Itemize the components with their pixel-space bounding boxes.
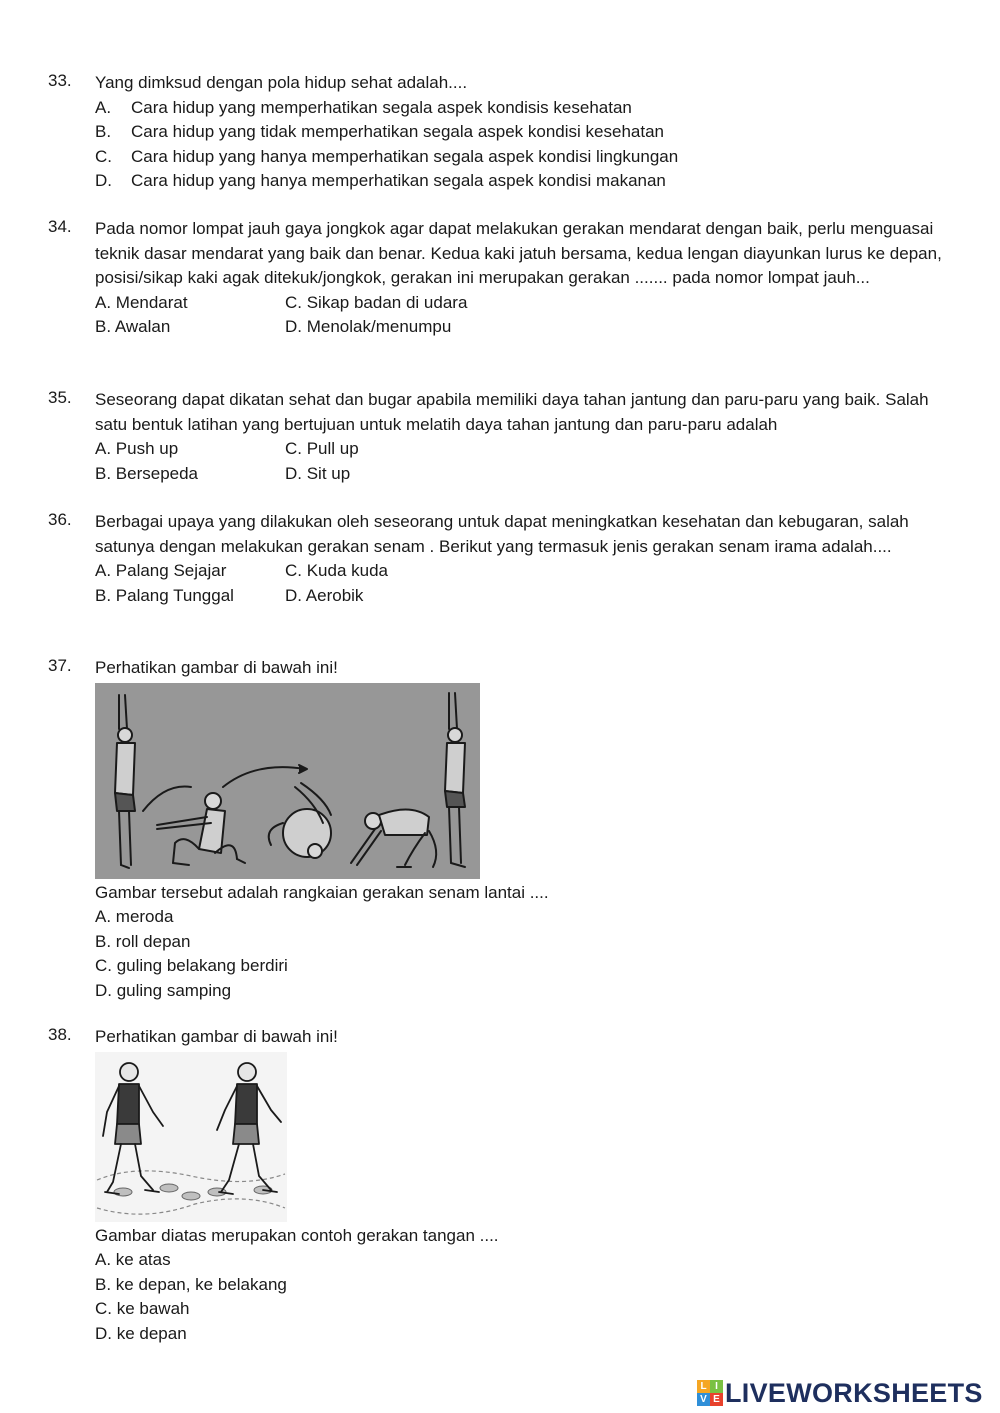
question-35 [48, 388, 956, 486]
option-c[interactable] [95, 145, 956, 170]
option-c[interactable]: C. Sikap badan di udara [285, 292, 468, 312]
option-c[interactable]: C. Kuda kuda [285, 561, 389, 580]
option-d[interactable]: D. Sit up [285, 463, 351, 483]
crouching-figure [351, 809, 436, 867]
walking-figure-right [217, 1063, 281, 1194]
option-b[interactable]: B. Awalan [95, 317, 171, 336]
option-letter: A. [95, 97, 112, 117]
option-a[interactable] [95, 96, 956, 121]
options [95, 437, 956, 486]
option-d[interactable]: D. ke depan [95, 1323, 187, 1343]
option-b[interactable]: B. Palang Tunggal [95, 585, 234, 605]
question-text: Perhatikan gambar di bawah ini! [95, 658, 338, 677]
gymnastics-illustration [95, 683, 480, 879]
option-text: Cara hidup yang tidak memperhatikan segala aspek kondisi kesehatan [131, 122, 664, 141]
option-c[interactable]: C. guling belakang berdiri [95, 956, 288, 975]
option-letter: D. [95, 171, 112, 190]
image-caption: Gambar diatas merupakan contoh gerakan tangan .... [95, 1225, 499, 1245]
option-b[interactable]: B. ke depan, ke belakang [95, 1274, 287, 1294]
logo-text: LIVEWORKSHEETS [725, 1377, 983, 1408]
option-a[interactable]: A. ke atas [95, 1250, 171, 1269]
rolling-figure [269, 783, 331, 858]
question-text: Berbagai upaya yang dilakukan oleh seseorang untuk dapat meningkatkan kesehatan dan kebugaran, salah satunya dengan melakukan gerakan senam . Berikut yang termasuk jenis gerakan senam irama adalah.... [95, 512, 909, 556]
option-c[interactable]: C. Pull up [285, 439, 359, 458]
option-a[interactable]: A. meroda [95, 907, 174, 926]
standing-figure-right [445, 693, 465, 867]
question-number: 33. [48, 71, 72, 90]
option-b[interactable] [95, 120, 956, 145]
options [95, 559, 956, 608]
question-text: Perhatikan gambar di bawah ini! [95, 1027, 338, 1046]
question-text: Pada nomor lompat jauh gaya jongkok agar dapat melakukan gerakan mendarat dengan baik, perlu menguasai teknik dasar mendarat yang baik dan benar. Kedua kaki jatuh bersama, kedua lengan diayunkan lurus ke depan, posisi/sikap kaki agak ditekuk/jongkok, gerakan ini merupakan gerakan ....... pada nomor lompat jauh... [95, 219, 942, 287]
walking-figures-image [95, 1052, 287, 1222]
option-letter: C. [95, 146, 112, 166]
options [95, 96, 956, 194]
option-text: Cara hidup yang hanya memperhatikan segala aspek kondisi makanan [131, 171, 666, 190]
options [95, 1248, 956, 1346]
option-d[interactable] [95, 169, 956, 194]
logo-letter-e: E [710, 1393, 723, 1406]
standing-figure-left [115, 695, 135, 868]
question-38 [48, 1025, 956, 1346]
options [95, 291, 956, 340]
option-b[interactable]: B. Bersepeda [95, 463, 199, 483]
question-number: 35. [48, 388, 72, 407]
question-number: 36. [48, 510, 72, 529]
question-number: 37. [48, 656, 72, 675]
question-number: 34. [48, 217, 72, 236]
option-letter: B. [95, 122, 112, 141]
option-c[interactable]: C. ke bawah [95, 1299, 190, 1318]
walking-illustration [95, 1052, 287, 1222]
logo-letter-i: I [710, 1380, 723, 1393]
liveworksheets-logo[interactable] [697, 1377, 983, 1409]
option-b[interactable]: B. roll depan [95, 931, 191, 951]
option-a[interactable]: A. Push up [95, 439, 179, 458]
option-a[interactable]: A. Palang Sejajar [95, 561, 227, 580]
liveworksheets-logo-icon [697, 1380, 723, 1406]
option-d[interactable]: D. guling samping [95, 980, 232, 1000]
question-text: Yang dimksud dengan pola hidup sehat adalah.... [95, 73, 468, 92]
logo-letter-v: V [697, 1393, 710, 1406]
option-d[interactable]: D. Aerobik [285, 585, 364, 605]
question-37 [48, 656, 956, 1003]
gymnastics-sequence-image [95, 683, 480, 879]
question-33 [48, 71, 956, 194]
option-text: Cara hidup yang memperhatikan segala aspek kondisis kesehatan [131, 97, 632, 117]
option-d[interactable]: D. Menolak/menumpu [285, 317, 452, 336]
question-34 [48, 217, 956, 340]
question-36 [48, 510, 956, 608]
option-text: Cara hidup yang hanya memperhatikan segala aspek kondisi lingkungan [131, 146, 679, 166]
question-text: Seseorang dapat dikatan sehat dan bugar apabila memiliki daya tahan jantung dan paru-paru yang baik. Salah satu bentuk latihan yang bertujuan untuk melatih daya tahan jantung dan paru-paru adalah [95, 390, 929, 434]
question-number: 38. [48, 1025, 72, 1044]
logo-letter-l: L [697, 1380, 710, 1393]
option-a[interactable]: A. Mendarat [95, 292, 188, 312]
image-caption: Gambar tersebut adalah rangkaian gerakan senam lantai .... [95, 882, 549, 902]
options [95, 905, 956, 1003]
sitting-figure [157, 793, 245, 865]
